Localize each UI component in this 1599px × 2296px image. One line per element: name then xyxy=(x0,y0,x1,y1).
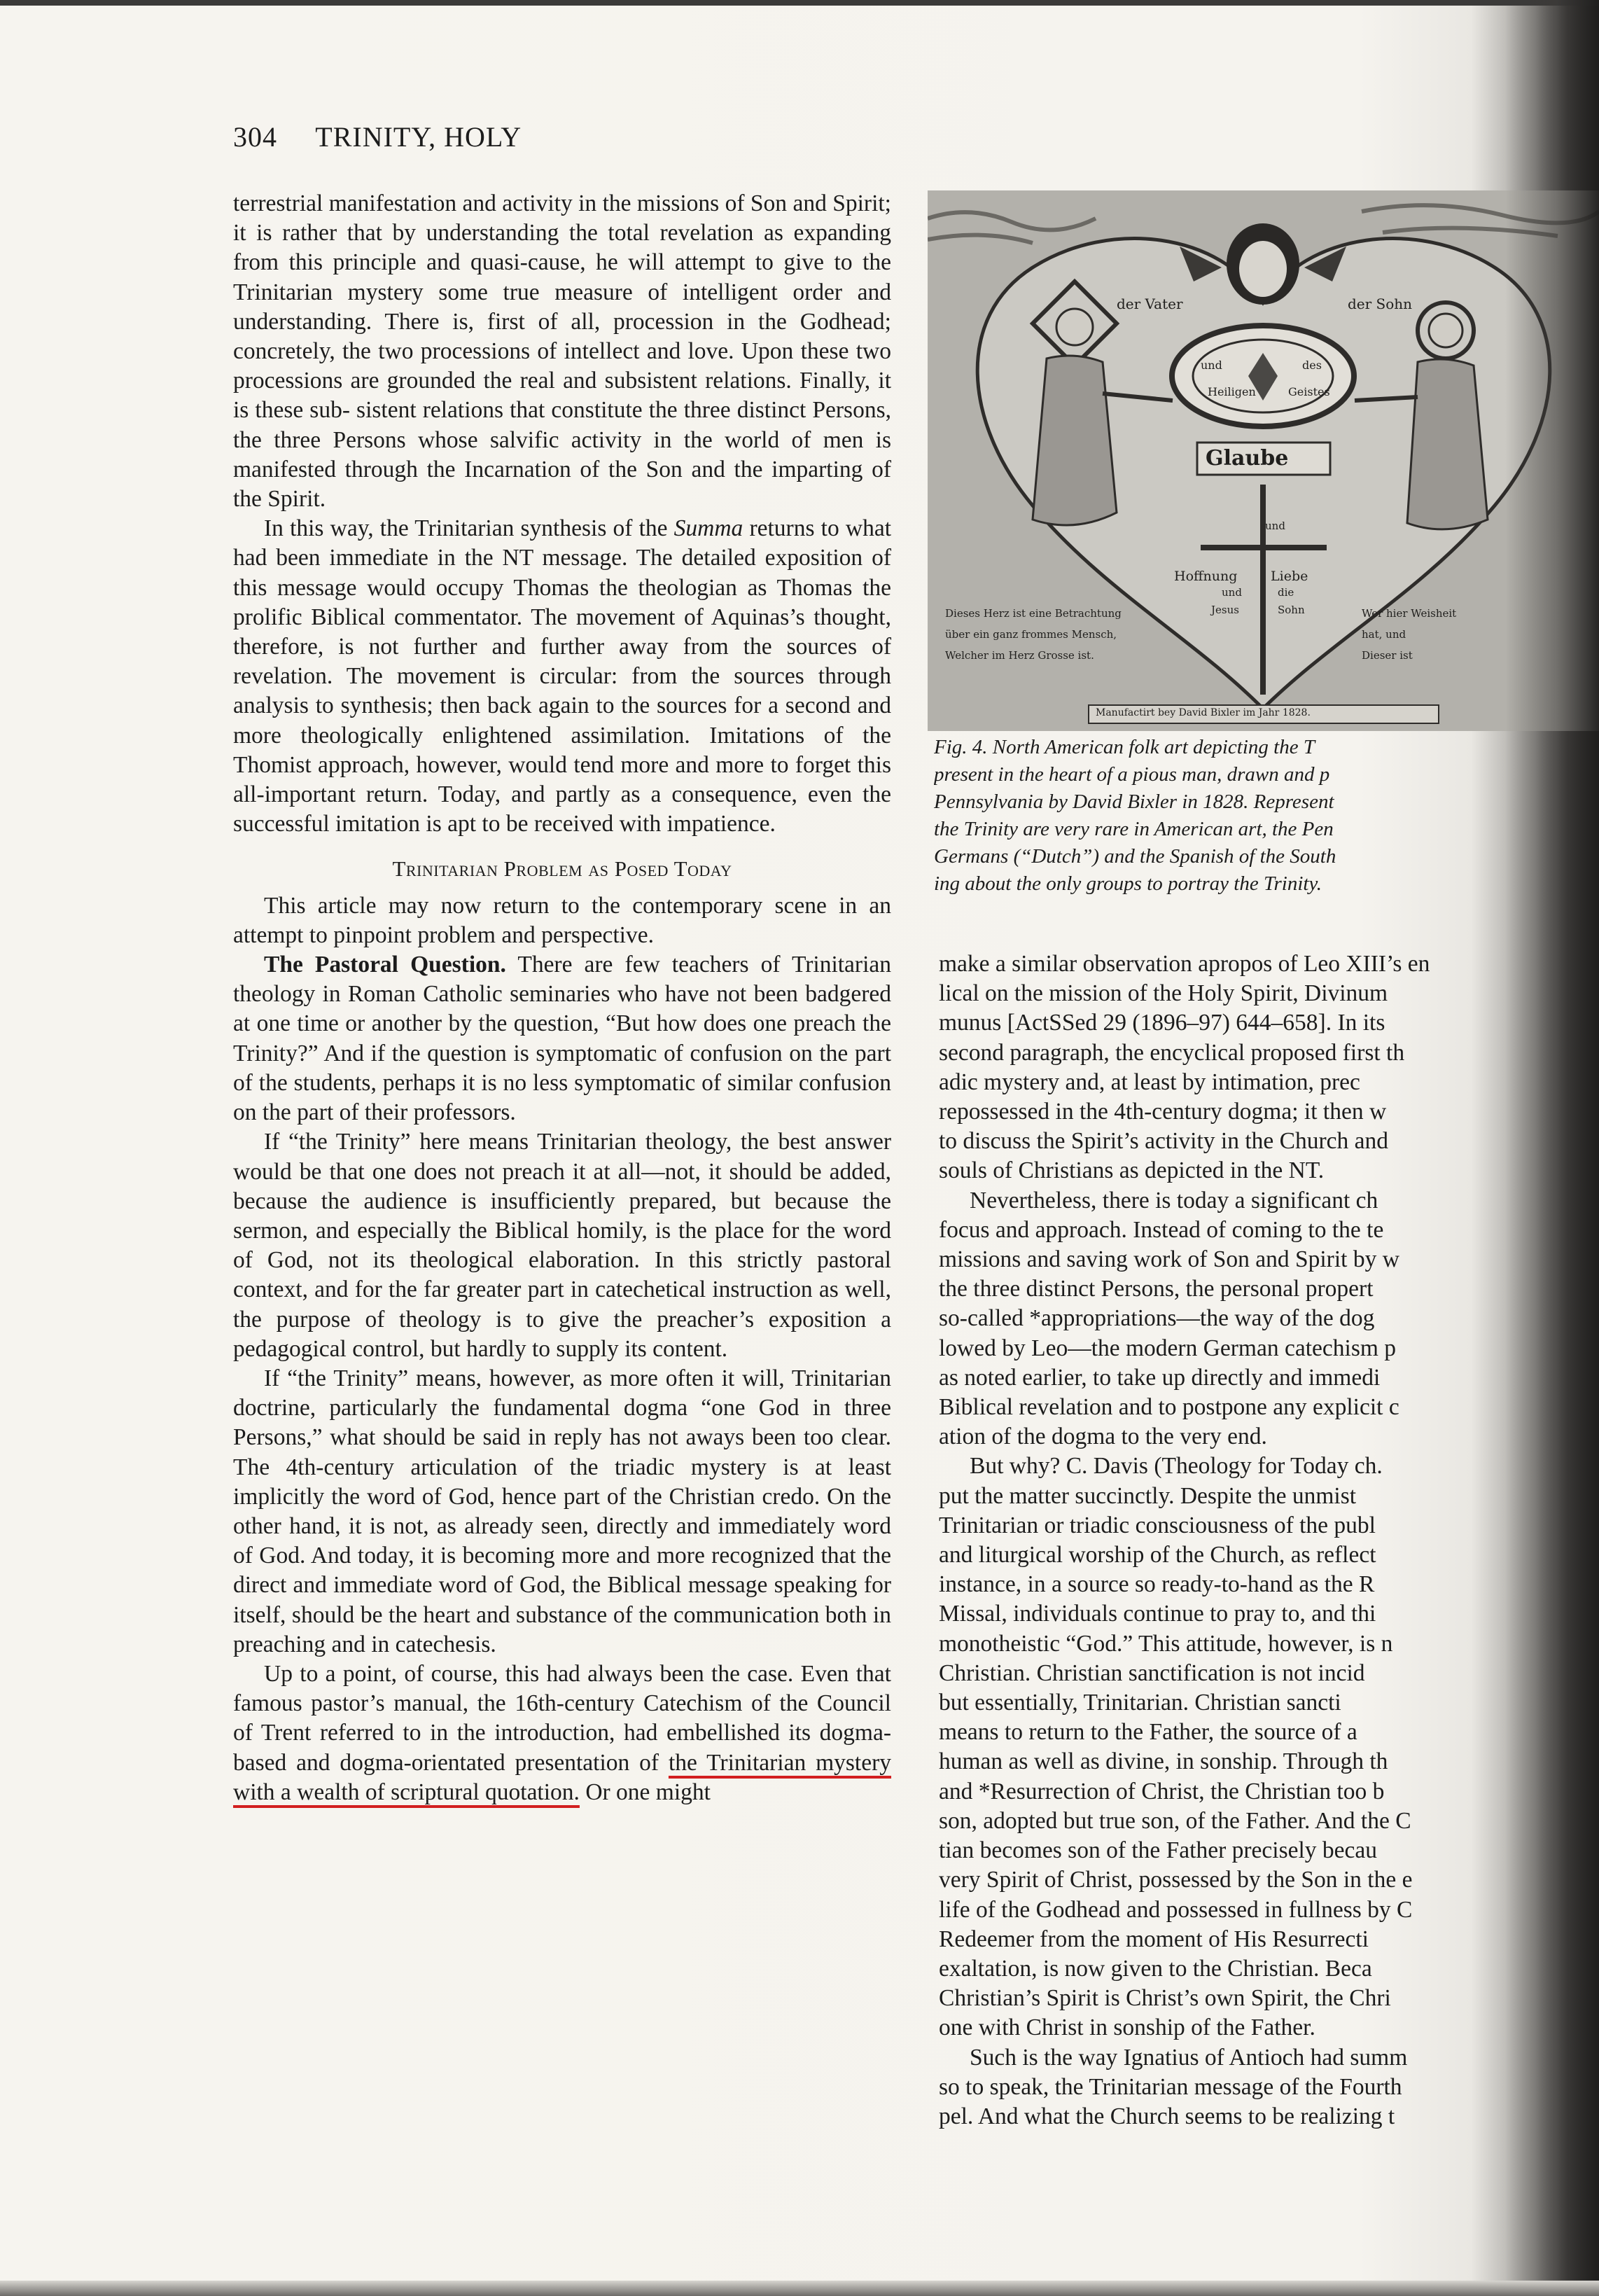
paragraph-2-start: In this way, the Trinitarian synthesis of the xyxy=(264,515,674,542)
right-column-line: put the matter succinctly. Despite the unmist xyxy=(939,1482,1357,1509)
paragraph-1-line: sistent relations that constitute the three distinct Persons, xyxy=(356,397,892,424)
figure-label: Glaube xyxy=(1206,446,1289,471)
right-column-line: Trinitarian or triadic consciousness of the publ xyxy=(939,1512,1376,1538)
right-column-line: adic mystery and, at least by intimation, prec xyxy=(939,1069,1360,1095)
right-column-line: so to speak, the Trinitarian message of the Fourth xyxy=(939,2073,1402,2100)
paragraph-1-line: mystery some true measure of intelligent order and xyxy=(347,279,891,305)
paragraph-1-line: the three Persons whose salvific activity in the world of xyxy=(233,426,823,453)
paragraph-3: This article may now return to the contemporary scene in an attempt to pinpoint problem and perspective. xyxy=(233,892,891,948)
figure-label: die xyxy=(1278,586,1294,599)
paragraph-1-line: and love. Upon these two processions are grounded the xyxy=(233,338,891,394)
figure-label: Welcher im Herz Grosse ist. xyxy=(945,649,1094,662)
paragraph-2 xyxy=(233,514,891,839)
paragraph-1-line: understanding. There is, first of all, procession in the xyxy=(233,308,800,335)
right-column-line: tian becomes son of the Father precisely becau xyxy=(939,1837,1378,1864)
right-column-line: But why? C. Davis (Theology for Today ch. xyxy=(970,1453,1383,1480)
paragraph-4 xyxy=(233,950,891,1127)
section-title: Trinitarian Problem as Posed Today xyxy=(392,856,732,882)
right-column-line: human as well as divine, in sonship. Through th xyxy=(939,1748,1388,1775)
right-column-line: missions and saving work of Son and Spirit by w xyxy=(939,1246,1399,1273)
figure-label: und xyxy=(1201,359,1222,372)
paragraph-1-line: real and subsistent relations. Finally, it is these sub- xyxy=(233,368,892,424)
figure-label: des xyxy=(1302,359,1322,372)
caption-line: Pennsylvania by David Bixler in 1828. Represent xyxy=(934,791,1334,813)
figure-label: Geistes xyxy=(1288,385,1330,398)
right-column-line: Missal, individuals continue to pray to, and thi xyxy=(939,1601,1376,1627)
right-column-line: second paragraph, the encyclical proposed first th xyxy=(939,1039,1405,1066)
right-column-line: to discuss the Spirit’s activity in the Church and xyxy=(939,1128,1389,1155)
right-column-line: Christian’s Spirit is Christ’s own Spirit, the Chri xyxy=(939,1985,1391,2012)
figure-label: Hoffnung xyxy=(1174,569,1238,584)
right-column-line: so-called *appropriations—the way of the dog xyxy=(939,1305,1375,1332)
figure-label: der Sohn xyxy=(1348,295,1413,312)
folk-art-figure xyxy=(928,190,1599,731)
figure-label: Liebe xyxy=(1271,569,1308,584)
right-column xyxy=(939,949,1583,2131)
paragraph-1-line: quasi-cause, he will attempt to give to the Trinitarian xyxy=(233,249,891,305)
paragraph-1-line: terrestrial manifestation and activity in the missions of xyxy=(233,190,750,216)
right-column-line: make a similar observation apropos of Leo XIII’s en xyxy=(939,951,1430,977)
paragraph-1-line: and the imparting of the Spirit. xyxy=(233,456,891,513)
right-column-line: Such is the way Ignatius of Antioch had summ xyxy=(970,2044,1408,2071)
right-column-line: pel. And what the Church seems to be realizing t xyxy=(939,2103,1395,2129)
right-column-line: very Spirit of Christ, possessed by the Son in the e xyxy=(939,1867,1413,1893)
paragraph-2-rest: returns to what had been immediate in the NT message. The detailed exposition of this message would occupy Thomas the theologian as Thomas the prolific Biblical commentator. The movement of Aquinas’s thought, therefore, is not further and further away from the sources of revelation. The movement is circular: from the sources through analysis to synthesis; then back again to the sources for a second and more theologically enlightened assimilation. Imitations of the Thomist approach, however, would tend more and more to forget this all-important return. Today, and partly as a consequence, even the successful imitation is apt to be received with impatience. xyxy=(233,515,891,837)
paragraph-6: If “the Trinity” means, however, as more often it will, Trinitarian doctrine, particularly the fundamental dogma “one God in three Persons,” what should be said in reply has not aways been too clear. The 4th-century articulation of the triadic mystery is at least implicitly the word of God, hence part of the Christian credo. On the other hand, it is not, as already seen, directly and immediately word of God. And today, it is becoming more and more recognized that the direct and immediate word of God, the Biblical message speaking for itself, should be the heart and substance of the communication both in preaching and in catechesis. xyxy=(233,1365,891,1657)
right-column-line: means to return to the Father, the source of a xyxy=(939,1719,1357,1746)
caption-line: the Trinity are very rare in American art, the Pen xyxy=(934,818,1334,840)
figure-label: Dieser ist xyxy=(1362,649,1413,662)
red-underlined-phrase: the Trinitarian mystery with a wealth of scriptural quotation. xyxy=(233,1749,892,1805)
figure-label: Jesus xyxy=(1211,604,1239,616)
left-column xyxy=(233,189,891,1807)
right-column-line: Biblical revelation and to postpone any explicit c xyxy=(939,1394,1399,1421)
running-title: TRINITY, HOLY xyxy=(315,121,522,153)
right-column-line: and *Resurrection of Christ, the Christian too b xyxy=(939,1778,1385,1804)
figure-label: Sohn xyxy=(1278,604,1305,616)
paragraph-1-line: men is manifested through the Incarnation of the Son xyxy=(233,426,891,482)
figure-label: über ein ganz frommes Mensch, xyxy=(945,628,1117,641)
right-column-line: exaltation, is now given to the Christian. Beca xyxy=(939,1955,1372,1982)
right-column-line: repossessed in the 4th-century dogma; it then w xyxy=(939,1099,1387,1125)
right-column-line: instance, in a source so ready-to-hand as the R xyxy=(939,1571,1375,1598)
figure-label: Manufactirt bey David Bixler im Jahr 1828. xyxy=(1096,707,1311,718)
scan-bottom-edge xyxy=(0,2281,1599,2296)
caption-line: present in the heart of a pious man, drawn and p xyxy=(934,763,1330,786)
figure-inscriptions xyxy=(928,190,1599,731)
paragraph-7-end: Or one might xyxy=(579,1779,711,1805)
summa-italic: Summa xyxy=(673,515,743,542)
right-column-line: munus [ActSSed 29 (1896–97) 644–658]. In its xyxy=(939,1010,1385,1036)
figure-label: Wer hier Weisheit xyxy=(1362,607,1457,620)
right-column-line: as noted earlier, to take up directly and immedi xyxy=(939,1364,1381,1391)
caption-line: Fig. 4. North American folk art depicting the T xyxy=(934,736,1315,758)
paragraph-5: If “the Trinity” here means Trinitarian theology, the best answer would be that one does not preach it at all—not, it should be added, because the audience is insufficiently prepared, but because the sermon, and especially the Biblical homily, is the place for the word of God, not its theological elaboration. In this strictly pastoral context, and for the far greater part in catechetical instruction as well, the purpose of theology is to give the preacher’s exposition a pedagogical control, but hardly to supply its content. xyxy=(233,1129,891,1362)
figure-label: der Vater xyxy=(1117,295,1183,312)
figure-label: Dieses Herz ist eine Betrachtung xyxy=(945,607,1122,620)
page-number: 304 xyxy=(233,121,277,153)
right-column-line: Christian. Christian sanctification is not incid xyxy=(939,1660,1365,1686)
right-column-line: lowed by Leo—the modern German catechism p xyxy=(939,1335,1397,1361)
right-column-line: monotheistic “God.” This attitude, however, is n xyxy=(939,1630,1393,1657)
figure-label: und xyxy=(1265,520,1285,532)
right-column-line: one with Christ in sonship of the Father. xyxy=(939,2015,1315,2041)
figure-label: hat, und xyxy=(1362,628,1406,641)
caption-line: ing about the only groups to portray the Trinity. xyxy=(934,872,1322,895)
paragraph-7 xyxy=(233,1660,891,1807)
paragraph-1-line: total revelation as expanding from this principle and xyxy=(233,220,891,276)
right-column-line: focus and approach. Instead of coming to the te xyxy=(939,1216,1384,1243)
paragraph-7-start: Up to a point, of course, this had always been the case. Even that famous pastor’s manual, the 16th-century Catechism of the Council of Trent referred to in the introduction, had embellished its dogma-based and dogma-orientated presentation of xyxy=(233,1660,891,1776)
running-header xyxy=(233,120,522,153)
figure-label: Heiligen xyxy=(1208,385,1256,398)
caption-line: Germans (“Dutch”) and the Spanish of the South xyxy=(934,845,1336,868)
right-column-line: souls of Christians as depicted in the NT. xyxy=(939,1157,1325,1184)
right-column-line: son, adopted but true son, of the Father. And the C xyxy=(939,1807,1411,1834)
right-column-line: lical on the mission of the Holy Spirit, Divinum xyxy=(939,980,1388,1007)
scan-top-edge xyxy=(0,0,1599,6)
right-column-line: Nevertheless, there is today a significant ch xyxy=(970,1187,1378,1213)
right-column-line: Redeemer from the moment of His Resurrecti xyxy=(939,1926,1369,1952)
right-column-line: the three distinct Persons, the personal propert xyxy=(939,1276,1374,1302)
paragraph-1 xyxy=(233,189,891,514)
paragraph-1-line: Godhead; concretely, the two processions of intellect xyxy=(233,308,891,365)
paragraph-4-rest: There are few teachers of Trinitarian theology in Roman Catholic seminaries who have not been badgered at one time or another by the question, “But how does one preach the Trinity?” And if the question is symptomatic of confusion on the part of the students, perhaps it is no less symptomatic of similar confusion on the part of their professors. xyxy=(233,952,892,1126)
figure-caption xyxy=(934,734,1599,898)
right-column-line: ation of the dogma to the very end. xyxy=(939,1424,1267,1450)
right-column-line: life of the Godhead and possessed in fullness by C xyxy=(939,1896,1413,1923)
right-column-line: and liturgical worship of the Church, as reflect xyxy=(939,1542,1376,1568)
paragraph-1-line: Son and Spirit; it is rather that by understanding the xyxy=(233,190,891,246)
pastoral-question-heading: The Pastoral Question. xyxy=(264,952,506,978)
figure-label: und xyxy=(1222,586,1242,599)
right-column-line: but essentially, Trinitarian. Christian sancti xyxy=(939,1690,1341,1716)
